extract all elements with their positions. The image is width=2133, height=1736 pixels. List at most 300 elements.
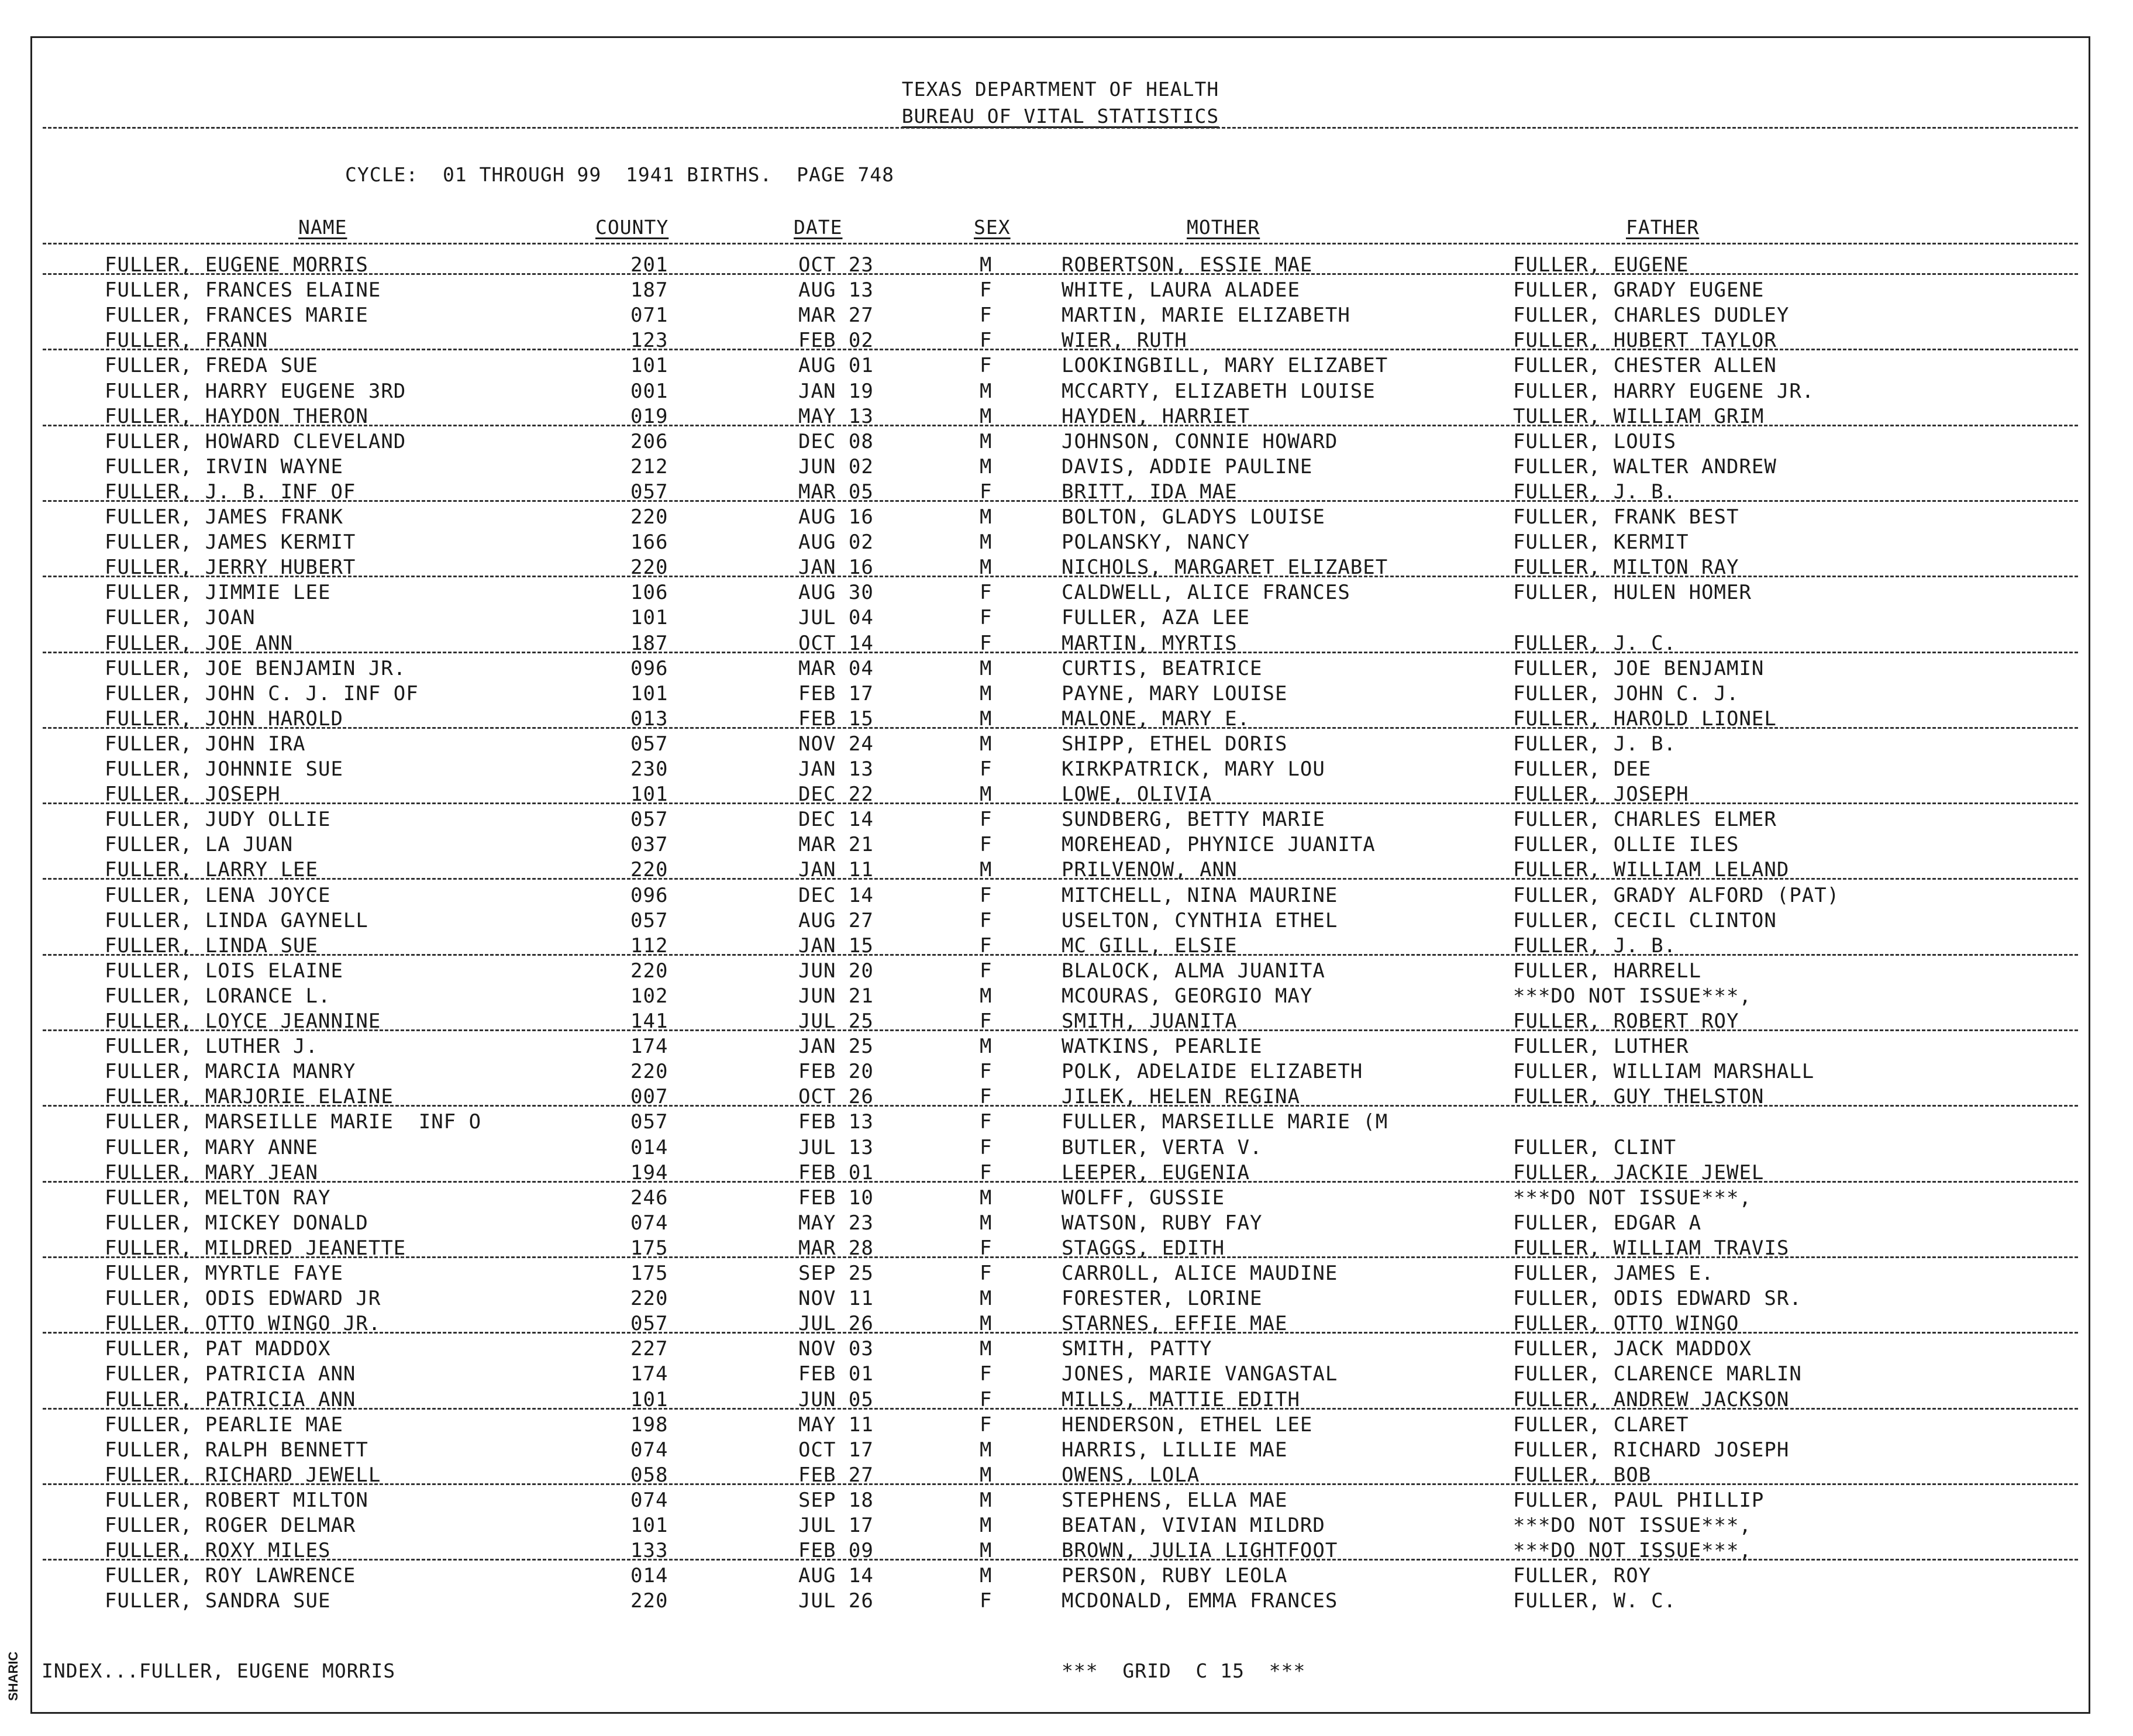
cell-name: FULLER, JOE BENJAMIN JR. [105, 656, 406, 680]
table-row [32, 278, 2089, 304]
cell-date: DEC 14 [798, 808, 874, 832]
cell-sex: M [980, 1438, 993, 1462]
table-row [32, 606, 2089, 631]
cell-father: FULLER, CLARET [1513, 1413, 1689, 1437]
cell-county: 201 [630, 253, 668, 277]
table-row [32, 1413, 2089, 1438]
cell-father: FULLER, WILLIAM TRAVIS [1513, 1236, 1790, 1260]
cell-father: FULLER, J. B. [1513, 480, 1677, 504]
cell-county: 037 [630, 833, 668, 857]
bureau-title: BUREAU OF VITAL STATISTICS [901, 105, 1219, 128]
cell-county: 198 [630, 1413, 668, 1437]
cell-sex: F [980, 631, 993, 655]
table-row [32, 858, 2089, 883]
cell-county: 074 [630, 1211, 668, 1235]
cell-mother: BRITT, IDA MAE [1062, 480, 1238, 504]
cell-county: 220 [630, 556, 668, 580]
table-row [32, 783, 2089, 808]
cell-date: MAR 05 [798, 480, 874, 504]
cell-sex: M [980, 253, 993, 277]
cycle-line: CYCLE: 01 THROUGH 99 1941 BIRTHS. PAGE 748 [345, 163, 895, 186]
cell-sex: F [980, 480, 993, 504]
cell-date: AUG 01 [798, 354, 874, 378]
cell-sex: F [980, 908, 993, 932]
cell-date: JAN 11 [798, 858, 874, 882]
cell-county: 187 [630, 278, 668, 302]
table-row [32, 531, 2089, 556]
cell-mother: BLALOCK, ALMA JUANITA [1062, 959, 1325, 983]
cell-county: 101 [630, 783, 668, 807]
cell-date: AUG 27 [798, 908, 874, 932]
cell-sex: F [980, 1060, 993, 1084]
cell-mother: BOLTON, GLADYS LOUISE [1062, 505, 1325, 529]
cell-name: FULLER, HARRY EUGENE 3RD [105, 379, 406, 403]
cell-sex: M [980, 732, 993, 756]
cell-date: JAN 13 [798, 757, 874, 781]
table-row [32, 1186, 2089, 1211]
table-row [32, 1564, 2089, 1589]
cell-date: JAN 16 [798, 556, 874, 580]
cell-mother: MCDONALD, EMMA FRANCES [1062, 1589, 1338, 1613]
cell-name: FULLER, JOSEPH [105, 783, 281, 807]
cell-date: JUN 21 [798, 984, 874, 1008]
cell-mother: NICHOLS, MARGARET ELIZABET [1062, 556, 1388, 580]
cell-date: AUG 30 [798, 581, 874, 605]
cell-sex: M [980, 404, 993, 428]
cell-name: FULLER, LOIS ELAINE [105, 959, 343, 983]
cell-sex: M [980, 1211, 993, 1235]
cell-mother: STARNES, EFFIE MAE [1062, 1312, 1288, 1336]
cell-sex: M [980, 783, 993, 807]
cell-name: FULLER, PATRICIA ANN [105, 1387, 356, 1411]
cell-county: 014 [630, 1135, 668, 1159]
cell-mother: CALDWELL, ALICE FRANCES [1062, 581, 1350, 605]
cell-sex: M [980, 429, 993, 453]
table-row [32, 354, 2089, 379]
column-header-sex: SEX [974, 216, 1011, 239]
cell-county: 096 [630, 656, 668, 680]
cell-father: FULLER, HUBERT TAYLOR [1513, 329, 1777, 353]
cell-county: 220 [630, 858, 668, 882]
cell-name: FULLER, ROXY MILES [105, 1539, 331, 1563]
cell-sex: M [980, 531, 993, 554]
cell-sex: M [980, 505, 993, 529]
cell-father: ***DO NOT ISSUE***, [1513, 1186, 1752, 1210]
table-row [32, 556, 2089, 581]
cell-sex: M [980, 1186, 993, 1210]
cell-county: 101 [630, 1514, 668, 1537]
cell-name: FULLER, LORANCE L. [105, 984, 331, 1008]
cell-sex: M [980, 454, 993, 478]
cell-sex: F [980, 833, 993, 857]
table-row [32, 1035, 2089, 1060]
cell-date: AUG 14 [798, 1564, 874, 1588]
cell-county: 057 [630, 732, 668, 756]
cell-sex: F [980, 1589, 993, 1613]
cell-county: 074 [630, 1488, 668, 1512]
cell-date: AUG 16 [798, 505, 874, 529]
cell-mother: JOHNSON, CONNIE HOWARD [1062, 429, 1338, 453]
table-row [32, 1110, 2089, 1135]
cell-date: JUN 05 [798, 1387, 874, 1411]
table-row [32, 808, 2089, 833]
cell-date: MAR 27 [798, 304, 874, 328]
cell-sex: F [980, 934, 993, 957]
cell-date: DEC 14 [798, 883, 874, 907]
cell-mother: HENDERSON, ETHEL LEE [1062, 1413, 1313, 1437]
cell-father: FULLER, WILLIAM LELAND [1513, 858, 1790, 882]
cell-name: FULLER, PEARLIE MAE [105, 1413, 343, 1437]
cell-date: SEP 25 [798, 1262, 874, 1285]
cell-name: FULLER, LENA JOYCE [105, 883, 331, 907]
cell-county: 013 [630, 707, 668, 731]
cell-mother: CARROLL, ALICE MAUDINE [1062, 1262, 1338, 1285]
cell-date: OCT 23 [798, 253, 874, 277]
cell-county: 212 [630, 454, 668, 478]
cell-name: FULLER, SANDRA SUE [105, 1589, 331, 1613]
cell-father: FULLER, FRANK BEST [1513, 505, 1739, 529]
cell-father: FULLER, DEE [1513, 757, 1652, 781]
cell-mother: WATSON, RUBY FAY [1062, 1211, 1263, 1235]
table-row [32, 455, 2089, 480]
cell-father: FULLER, HARRY EUGENE JR. [1513, 379, 1815, 403]
cell-mother: JONES, MARIE VANGASTAL [1062, 1362, 1338, 1386]
cell-county: 175 [630, 1236, 668, 1260]
table-row [32, 1287, 2089, 1312]
table-row [32, 304, 2089, 329]
cell-sex: F [980, 1110, 993, 1134]
cell-sex: F [980, 1413, 993, 1437]
cell-county: 187 [630, 631, 668, 655]
cell-name: FULLER, MARJORIE ELAINE [105, 1085, 394, 1109]
cell-mother: PRILVENOW, ANN [1062, 858, 1238, 882]
cell-mother: FORESTER, LORINE [1062, 1287, 1263, 1311]
cell-county: 057 [630, 1312, 668, 1336]
cell-name: FULLER, FRANCES ELAINE [105, 278, 381, 302]
cell-county: 230 [630, 757, 668, 781]
table-row [32, 909, 2089, 934]
cell-county: 074 [630, 1438, 668, 1462]
cell-name: FULLER, MARCIA MANRY [105, 1060, 356, 1084]
cell-county: 007 [630, 1085, 668, 1109]
cell-name: FULLER, ODIS EDWARD JR [105, 1287, 381, 1311]
cell-name: FULLER, IRVIN WAYNE [105, 454, 343, 478]
cell-name: FULLER, LINDA SUE [105, 934, 318, 957]
table-row [32, 657, 2089, 682]
cell-date: OCT 14 [798, 631, 874, 655]
cell-county: 206 [630, 429, 668, 453]
cell-name: FULLER, JAMES KERMIT [105, 531, 356, 554]
cell-date: JUL 17 [798, 1514, 874, 1537]
column-header-date: DATE [794, 216, 843, 239]
table-row [32, 1388, 2089, 1413]
cell-sex: F [980, 1387, 993, 1411]
table-row [32, 1539, 2089, 1564]
cell-mother: MCCARTY, ELIZABETH LOUISE [1062, 379, 1376, 403]
table-row [32, 707, 2089, 732]
cell-county: 014 [630, 1564, 668, 1588]
cell-date: MAR 04 [798, 656, 874, 680]
cell-sex: M [980, 707, 993, 731]
cell-sex: F [980, 304, 993, 328]
index-footer: INDEX...FULLER, EUGENE MORRIS [42, 1659, 396, 1682]
cell-name: FULLER, JOHN HAROLD [105, 707, 343, 731]
cell-sex: M [980, 556, 993, 580]
table-row [32, 732, 2089, 757]
cell-name: FULLER, LA JUAN [105, 833, 294, 857]
table-row [32, 757, 2089, 783]
column-header-rule [43, 243, 2078, 244]
cell-name: FULLER, PATRICIA ANN [105, 1362, 356, 1386]
cell-mother: SUNDBERG, BETTY MARIE [1062, 808, 1325, 832]
cell-name: FULLER, FREDA SUE [105, 354, 318, 378]
cell-date: FEB 27 [798, 1463, 874, 1487]
cell-date: OCT 17 [798, 1438, 874, 1462]
cell-father: FULLER, JACKIE JEWEL [1513, 1160, 1765, 1184]
cell-father: FULLER, HAROLD LIONEL [1513, 707, 1777, 731]
cell-name: FULLER, LOYCE JEANNINE [105, 1010, 381, 1033]
cell-date: FEB 17 [798, 681, 874, 705]
cell-sex: F [980, 354, 993, 378]
cell-county: 246 [630, 1186, 668, 1210]
cell-name: FULLER, MARY JEAN [105, 1160, 318, 1184]
cell-county: 101 [630, 1387, 668, 1411]
cell-sex: F [980, 1236, 993, 1260]
cell-county: 175 [630, 1262, 668, 1285]
cell-name: FULLER, ROGER DELMAR [105, 1514, 356, 1537]
cell-father: FULLER, ROBERT ROY [1513, 1010, 1739, 1033]
cell-county: 057 [630, 808, 668, 832]
cell-sex: M [980, 1287, 993, 1311]
cell-county: 133 [630, 1539, 668, 1563]
cell-mother: JILEK, HELEN REGINA [1062, 1085, 1300, 1109]
cell-county: 101 [630, 681, 668, 705]
grid-footer: *** GRID C 15 *** [1062, 1659, 1306, 1682]
cell-mother: LEEPER, EUGENIA [1062, 1160, 1250, 1184]
cell-father: FULLER, ODIS EDWARD SR. [1513, 1287, 1802, 1311]
cell-name: FULLER, FRANCES MARIE [105, 304, 368, 328]
cell-name: FULLER, RALPH BENNETT [105, 1438, 368, 1462]
cell-father: ***DO NOT ISSUE***, [1513, 1539, 1752, 1563]
cell-mother: MILLS, MATTIE EDITH [1062, 1387, 1300, 1411]
cell-father: FULLER, CHARLES ELMER [1513, 808, 1777, 832]
cell-mother: HAYDEN, HARRIET [1062, 404, 1250, 428]
cell-mother: WHITE, LAURA ALADEE [1062, 278, 1300, 302]
cell-father: FULLER, EDGAR A [1513, 1211, 1702, 1235]
cell-name: FULLER, J. B. INF OF [105, 480, 356, 504]
cell-father: FULLER, HARRELL [1513, 959, 1702, 983]
cell-date: JUL 26 [798, 1589, 874, 1613]
cell-date: JAN 19 [798, 379, 874, 403]
cell-county: 166 [630, 531, 668, 554]
cell-father: ***DO NOT ISSUE***, [1513, 984, 1752, 1008]
cell-date: NOV 24 [798, 732, 874, 756]
cell-mother: KIRKPATRICK, MARY LOU [1062, 757, 1325, 781]
table-row [32, 1060, 2089, 1085]
cell-county: 058 [630, 1463, 668, 1487]
cell-county: 174 [630, 1362, 668, 1386]
cell-father: FULLER, CHARLES DUDLEY [1513, 304, 1790, 328]
cell-county: 057 [630, 480, 668, 504]
cell-mother: MC GILL, ELSIE [1062, 934, 1238, 957]
cell-name: FULLER, JOHNNIE SUE [105, 757, 343, 781]
cell-mother: HARRIS, LILLIE MAE [1062, 1438, 1288, 1462]
cell-sex: F [980, 959, 993, 983]
cell-name: FULLER, LUTHER J. [105, 1035, 318, 1059]
cell-sex: M [980, 681, 993, 705]
column-header-father: FATHER [1626, 216, 1700, 239]
cell-mother: POLANSKY, NANCY [1062, 531, 1250, 554]
cell-mother: STEPHENS, ELLA MAE [1062, 1488, 1288, 1512]
cell-mother: MARTIN, MARIE ELIZABETH [1062, 304, 1350, 328]
cell-father: TULLER, WILLIAM GRIM [1513, 404, 1765, 428]
table-row [32, 984, 2089, 1010]
table-row [32, 505, 2089, 531]
document-frame [30, 36, 2090, 1714]
cell-name: FULLER, RICHARD JEWELL [105, 1463, 381, 1487]
header-rule [43, 127, 2078, 129]
cell-date: FEB 02 [798, 329, 874, 353]
cell-date: JUN 20 [798, 959, 874, 983]
cell-county: 106 [630, 581, 668, 605]
cell-father: FULLER, OTTO WINGO [1513, 1312, 1739, 1336]
cell-name: FULLER, OTTO WINGO JR. [105, 1312, 381, 1336]
cell-father: FULLER, GUY THELSTON [1513, 1085, 1765, 1109]
cell-county: 220 [630, 505, 668, 529]
table-row [32, 1337, 2089, 1362]
cell-mother: WOLFF, GUSSIE [1062, 1186, 1225, 1210]
cell-mother: MCOURAS, GEORGIO MAY [1062, 984, 1313, 1008]
cell-sex: F [980, 278, 993, 302]
cell-date: MAR 21 [798, 833, 874, 857]
cell-name: FULLER, JUDY OLLIE [105, 808, 331, 832]
cell-county: 123 [630, 329, 668, 353]
cell-father: FULLER, JOHN C. J. [1513, 681, 1739, 705]
cell-name: FULLER, ROBERT MILTON [105, 1488, 368, 1512]
cell-name: FULLER, MARSEILLE MARIE INF O [105, 1110, 482, 1134]
side-label-text: SHARIC [6, 1651, 20, 1701]
table-row [32, 253, 2089, 278]
cell-date: JUL 04 [798, 606, 874, 630]
table-row [32, 430, 2089, 455]
cell-sex: F [980, 757, 993, 781]
cell-father: FULLER, LUTHER [1513, 1035, 1689, 1059]
cell-name: FULLER, JOHN C. J. INF OF [105, 681, 419, 705]
table-row [32, 1161, 2089, 1186]
cell-date: NOV 03 [798, 1337, 874, 1361]
cell-sex: F [980, 329, 993, 353]
cell-sex: F [980, 581, 993, 605]
cell-name: FULLER, FRANN [105, 329, 268, 353]
cell-name: FULLER, JOHN IRA [105, 732, 306, 756]
table-row [32, 934, 2089, 959]
cell-mother: WIER, RUTH [1062, 329, 1187, 353]
cell-father: FULLER, GRADY ALFORD (PAT) [1513, 883, 1840, 907]
table-row [32, 1589, 2089, 1614]
cell-county: 071 [630, 304, 668, 328]
cell-sex: M [980, 858, 993, 882]
cell-date: FEB 09 [798, 1539, 874, 1563]
table-row [32, 1463, 2089, 1489]
cell-mother: MALONE, MARY E. [1062, 707, 1250, 731]
cell-sex: F [980, 1135, 993, 1159]
cell-father: FULLER, ANDREW JACKSON [1513, 1387, 1790, 1411]
cell-father: FULLER, JOSEPH [1513, 783, 1689, 807]
table-row [32, 682, 2089, 707]
cell-date: FEB 13 [798, 1110, 874, 1134]
cell-father: FULLER, JOE BENJAMIN [1513, 656, 1765, 680]
cell-date: FEB 01 [798, 1160, 874, 1184]
cell-father: FULLER, W. C. [1513, 1589, 1677, 1613]
cell-sex: F [980, 606, 993, 630]
cell-father: FULLER, JACK MADDOX [1513, 1337, 1752, 1361]
column-header-county: COUNTY [595, 216, 669, 239]
cell-sex: M [980, 1539, 993, 1563]
cell-mother: DAVIS, ADDIE PAULINE [1062, 454, 1313, 478]
cell-county: 141 [630, 1010, 668, 1033]
cell-father: FULLER, J. C. [1513, 631, 1677, 655]
side-label [2, 1626, 26, 1702]
cell-sex: M [980, 1514, 993, 1537]
cell-date: MAY 13 [798, 404, 874, 428]
cell-date: JAN 25 [798, 1035, 874, 1059]
cell-county: 194 [630, 1160, 668, 1184]
cell-date: AUG 13 [798, 278, 874, 302]
cell-father: FULLER, CLARENCE MARLIN [1513, 1362, 1802, 1386]
cell-mother: SMITH, JUANITA [1062, 1010, 1238, 1033]
cell-father: FULLER, WILLIAM MARSHALL [1513, 1060, 1815, 1084]
cell-mother: MOREHEAD, PHYNICE JUANITA [1062, 833, 1376, 857]
cell-mother: BUTLER, VERTA V. [1062, 1135, 1263, 1159]
cell-county: 220 [630, 959, 668, 983]
cell-mother: FULLER, MARSEILLE MARIE (M [1062, 1110, 1388, 1134]
cell-sex: F [980, 1085, 993, 1109]
cell-father: FULLER, KERMIT [1513, 531, 1689, 554]
cell-father: FULLER, PAUL PHILLIP [1513, 1488, 1765, 1512]
cell-date: DEC 08 [798, 429, 874, 453]
table-row [32, 884, 2089, 909]
cell-county: 220 [630, 1060, 668, 1084]
cell-county: 227 [630, 1337, 668, 1361]
cell-mother: LOWE, OLIVIA [1062, 783, 1212, 807]
cell-name: FULLER, JOAN [105, 606, 256, 630]
cell-mother: FULLER, AZA LEE [1062, 606, 1250, 630]
cell-name: FULLER, LARRY LEE [105, 858, 318, 882]
cell-name: FULLER, MELTON RAY [105, 1186, 331, 1210]
table-row [32, 329, 2089, 354]
cell-father: FULLER, EUGENE [1513, 253, 1689, 277]
cell-sex: F [980, 883, 993, 907]
cell-mother: ROBERTSON, ESSIE MAE [1062, 253, 1313, 277]
table-row [32, 1262, 2089, 1287]
cell-father: FULLER, J. B. [1513, 732, 1677, 756]
cell-mother: POLK, ADELAIDE ELIZABETH [1062, 1060, 1363, 1084]
cell-sex: F [980, 1362, 993, 1386]
cell-date: JUL 13 [798, 1135, 874, 1159]
cell-date: JUL 26 [798, 1312, 874, 1336]
cell-father: FULLER, OLLIE ILES [1513, 833, 1739, 857]
cell-date: FEB 10 [798, 1186, 874, 1210]
cell-father: FULLER, BOB [1513, 1463, 1652, 1487]
cell-father: FULLER, WALTER ANDREW [1513, 454, 1777, 478]
table-row [32, 1136, 2089, 1161]
cell-name: FULLER, JIMMIE LEE [105, 581, 331, 605]
cell-sex: M [980, 1564, 993, 1588]
cell-mother: STAGGS, EDITH [1062, 1236, 1225, 1260]
cell-sex: M [980, 379, 993, 403]
cell-name: FULLER, MARY ANNE [105, 1135, 318, 1159]
cell-mother: SMITH, PATTY [1062, 1337, 1212, 1361]
